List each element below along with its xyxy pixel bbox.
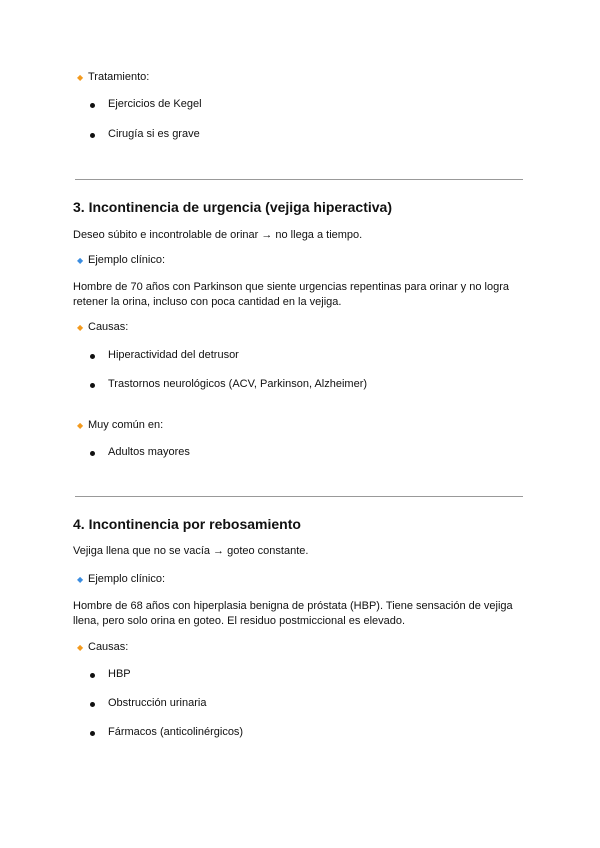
list-item: Hiperactividad del detrusor (108, 349, 239, 361)
bullet-icon (90, 133, 95, 138)
blue-diamond-icon: ◆ (77, 256, 84, 265)
bullet-icon (90, 383, 95, 388)
bullet-icon (90, 103, 95, 108)
example-label: Ejemplo clínico: (88, 573, 166, 585)
list-item: Cirugía si es grave (108, 128, 200, 140)
divider (75, 179, 523, 180)
bullet-icon (90, 451, 95, 456)
example-label: Ejemplo clínico: (88, 254, 166, 266)
list-item: Fármacos (anticolinérgicos) (108, 726, 244, 738)
orange-diamond-icon: ◆ (77, 643, 84, 652)
divider (75, 496, 523, 497)
orange-diamond-icon: ◆ (77, 323, 84, 332)
causes-label: Causas: (88, 321, 129, 333)
list-item: Obstrucción urinaria (108, 697, 207, 709)
orange-diamond-icon: ◆ (77, 421, 84, 430)
bullet-icon (90, 673, 95, 678)
blue-diamond-icon: ◆ (77, 575, 84, 584)
common-label: Muy común en: (88, 419, 164, 431)
list-item: HBP (108, 668, 131, 680)
treatment-label: Tratamiento: (88, 71, 150, 83)
causes-label: Causas: (88, 641, 129, 653)
bullet-icon (90, 731, 95, 736)
bullet-icon (90, 354, 95, 359)
definition: Deseo súbito e incontrolable de orinar → no llega a tiempo. (73, 229, 363, 241)
example-text: retener la orina, incluso con poca cantidad en la vejiga. (73, 296, 342, 308)
list-item: Trastornos neurológicos (ACV, Parkinson, Alzheimer) (108, 378, 368, 390)
list-item: Adultos mayores (108, 446, 190, 458)
example-text: Hombre de 70 años con Parkinson que siente urgencias repentinas para orinar y no logra (73, 281, 509, 293)
bullet-icon (90, 702, 95, 707)
section-heading: 3. Incontinencia de urgencia (vejiga hiperactiva) (73, 199, 392, 215)
list-item: Ejercicios de Kegel (108, 98, 202, 110)
example-text: Hombre de 68 años con hiperplasia benigna de próstata (HBP). Tiene sensación de vejiga (73, 600, 513, 612)
definition: Vejiga llena que no se vacía → goteo constante. (73, 545, 309, 557)
orange-diamond-icon: ◆ (77, 73, 84, 82)
example-text: llena, pero solo orina en goteo. El residuo postmiccional es elevado. (73, 615, 406, 627)
section-heading: 4. Incontinencia por rebosamiento (73, 516, 301, 532)
